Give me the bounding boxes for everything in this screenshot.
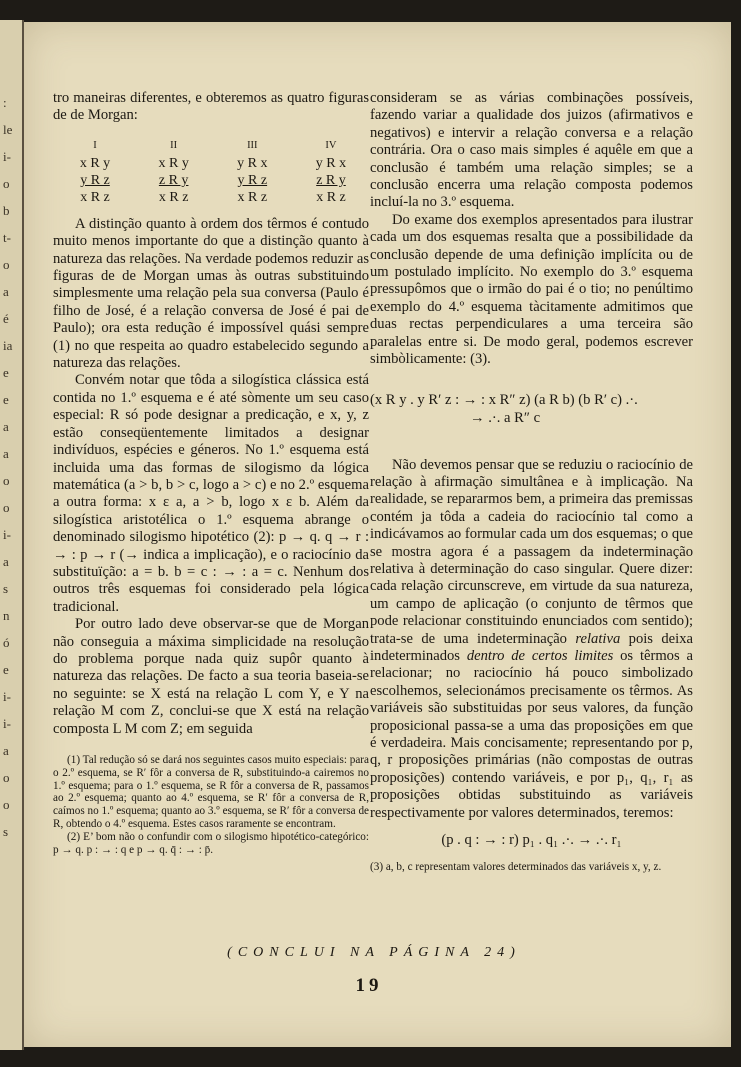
margin-char: a bbox=[3, 554, 9, 569]
right-column bbox=[370, 90, 693, 874]
figure-line: y R x bbox=[237, 155, 268, 171]
margin-char: i- bbox=[3, 689, 11, 704]
figure-line: x R z bbox=[237, 189, 268, 205]
footnotes bbox=[53, 754, 369, 856]
margin-char: o bbox=[3, 500, 10, 515]
adjacent-page-edge bbox=[0, 20, 24, 1050]
margin-char: o bbox=[3, 473, 10, 488]
figure-line: IV bbox=[325, 139, 337, 151]
formula-line: (x R y . y R′ z : → : x R″ z) (a R b) (b R′ c) .·. bbox=[370, 391, 638, 408]
figure-line: x R y bbox=[158, 155, 189, 171]
text-run: pois deixa indeterminados bbox=[370, 630, 693, 664]
margin-char: ó bbox=[3, 635, 10, 650]
italic-term: dentro de certos limites bbox=[466, 647, 614, 664]
margin-char: e bbox=[3, 662, 9, 677]
paragraph: Do exame dos exemplos apresentados para ilustrar cada um dos esquemas resalta que a possibilidade da conclusão depende de uma definição implícita ou de um postulado implícito. No exemplo do 3.º esquema pressupômos que o irmão do pai é o tio; no penúltimo exemplo do 4.º esquema tàcitamente admitimos que duas rectas perpendiculares a uma terceira são paralelas entre si. De modo geral, podemos escrever simbòlicamente: (3). bbox=[370, 211, 693, 368]
margin-char: o bbox=[3, 176, 10, 191]
footnote-3: (3) a, b, c representam valores determinados das variáveis x, y, z. bbox=[370, 861, 662, 874]
paragraph: consideram se as várias combinações possíveis, fazendo variar a qualidade dos juizos (afirmativos e negativos) e intervir a relação conversa e a relação contrária. Ora o caso mais simples é aquêle em que a conclusão é também uma relação simples; se a conclusão encerra uma relação composta podemos incluí-la no 3.º esquema. bbox=[370, 90, 693, 211]
figure-line: z R y bbox=[316, 172, 346, 188]
margin-char: s bbox=[3, 581, 9, 596]
margin-char: é bbox=[3, 311, 9, 326]
formula: (p . q : → : r) p₁ . q₁ .·. → .·. r₁ bbox=[441, 832, 622, 849]
margin-char: e bbox=[3, 392, 9, 407]
paragraph: A distinção quanto à ordem dos têrmos é contudo muito menos importante do que a distinção quanto à natureza das relações. Na verdade podemos reduzir as figuras de de Morgan umas às outras substituindo simplesmente uma relação pela sua conversa (Paulo é filho de José, é a relação conversa de José é pai de Paulo); ora esta redução é impossível quási sempre (1) no que respeita ao quadro estabelecido segundo a natureza das relações. bbox=[53, 215, 369, 372]
margin-char: t- bbox=[3, 230, 11, 245]
figure-line: y R z bbox=[80, 172, 110, 188]
margin-char: : bbox=[3, 95, 7, 110]
paragraph: tro maneiras diferentes, e obteremos as quatro figuras de de Morgan: bbox=[53, 90, 369, 124]
footnote-2: (2) E’ bom não o confundir com o silogismo hipotético-categórico: p → q. p : → : q e p → q. q̄ : → : p̄. bbox=[53, 830, 369, 856]
figure-line: y R z bbox=[237, 172, 268, 188]
figure bbox=[299, 137, 363, 206]
margin-char: a bbox=[3, 284, 9, 299]
continuation-note: (CONCLUI NA PÁGINA 24) bbox=[227, 945, 521, 960]
margin-char: s bbox=[3, 824, 9, 839]
figure-line: x R z bbox=[80, 189, 110, 205]
figure-line: I bbox=[93, 139, 97, 151]
formula-line: → .·. a R″ c bbox=[470, 409, 541, 426]
margin-char: a bbox=[3, 446, 9, 461]
margin-char: n bbox=[3, 608, 10, 623]
figure-line: y R x bbox=[315, 155, 347, 171]
figure bbox=[63, 137, 127, 206]
text-run: os têrmos a relacionar; no raciocínio há pouco simbolizado escolhemos, selecionámos precisamente os têrmos. As variáveis são substituidas por seus valores, da função proposicional passa-se a uma das proposições em que é verdadeira. Mais concisamente; representando por p, q, r proposições primárias (não compostas de outras proposições) contendo variáveis, e por p₁, q₁, r₁ as proposições obtidas substituindo as variáveis respectivamente por valores determinados, teremos: bbox=[370, 647, 693, 821]
margin-char: o bbox=[3, 257, 10, 272]
margin-char: a bbox=[3, 743, 9, 758]
margin-char: le bbox=[3, 122, 13, 137]
morgan-figures bbox=[63, 137, 363, 206]
document-page bbox=[24, 22, 731, 1047]
figure-line: x R z bbox=[158, 189, 189, 205]
figure bbox=[142, 137, 206, 206]
margin-char: o bbox=[3, 770, 10, 785]
footnote-1: (1) Tal redução só se dará nos seguintes casos muito especiais: para o 2.º esquema, se R′ fôr a conversa de R, substituindo-a cairemos no 1.º esquema; para o 1.º esquema, se R fôr a conversa de R, passamos ao 2.º esquema; quanto ao 4.º esquema, se R′ fôr a conversa de R, caímos no 1.º esquema; quanto ao 3.º esquema, se R′ fôr a conversa de R, obtendo o 4.º esquema. Estes casos raramente se encontram. bbox=[53, 754, 369, 830]
figure-line: z R y bbox=[158, 172, 189, 188]
margin-char: b bbox=[3, 203, 10, 218]
margin-char: o bbox=[3, 797, 10, 812]
paragraph: Por outro lado deve observar-se que de Morgan não conseguia a máxima simplicidade na resolução do problema porque nada quiz supôr quanto à natureza das relações. De facto a sua teoria baseia-se no seguinte: se X está na relação L com Y, e Y na relação M com Z, conclui-se que X está na relação composta L M com Z; em seguida bbox=[53, 616, 369, 737]
figure-line: x R z bbox=[316, 189, 346, 205]
figure-line: x R y bbox=[79, 155, 111, 171]
margin-char: ia bbox=[3, 338, 13, 353]
figure-line: II bbox=[170, 139, 178, 151]
figure-line: III bbox=[247, 139, 258, 151]
italic-term: relativa bbox=[575, 630, 621, 647]
page-number: 19 bbox=[355, 975, 383, 996]
left-column bbox=[53, 90, 369, 856]
text-run: Não devemos pensar que se reduziu o raciocínio de relação à afirmação simultânea e à implicação. Na realidade, se repararmos bem, a primeira das premissas contém ja tôda a cadeia do raciocínio tal como a indicávamos ao formular cada um dos esquemas; o que se mostra agora é a passagem da indeterminação relativa à determinação do caso singular. Quere dizer: cada relação circunscreve, em virtude da sua natureza, um campo de aplicação (o conjunto de têrmos que pode relacionar constituindo enunciados com sentido); trata-se de uma indeterminação bbox=[370, 456, 693, 647]
margin-char: a bbox=[3, 419, 9, 434]
formula bbox=[370, 391, 693, 427]
figure bbox=[220, 137, 284, 206]
margin-char: i- bbox=[3, 527, 11, 542]
paragraph bbox=[370, 457, 693, 823]
paragraph: Convém notar que tôda a silogística clássica está contida no 1.º esquema e é até sòmente um seu caso especial: R só pode designar a predicação, e x, y, z estão conseqüentemente limitados a designar indivíduos, espécies e géneros. No 1.º esquema está incluida uma das formas de silogismo da lógica matemática (a > b, b > c, logo a > c) e no 2.º esquema a outra forma: x ε a, a > b, logo x ε b. Além da silogística aristotélica o 1.º esquema abrange o denominado silogismo hipotético (2): p → q. q → r : → : p → r (→ indica a implicação), e o raciocínio da substituïção: a = b. b = c : → : a = c. Nenhum dos outros três esquemas foi considerado pela lógica tradicional. bbox=[53, 372, 369, 615]
margin-char: i- bbox=[3, 149, 11, 164]
margin-char: e bbox=[3, 365, 9, 380]
margin-char: i- bbox=[3, 716, 11, 731]
